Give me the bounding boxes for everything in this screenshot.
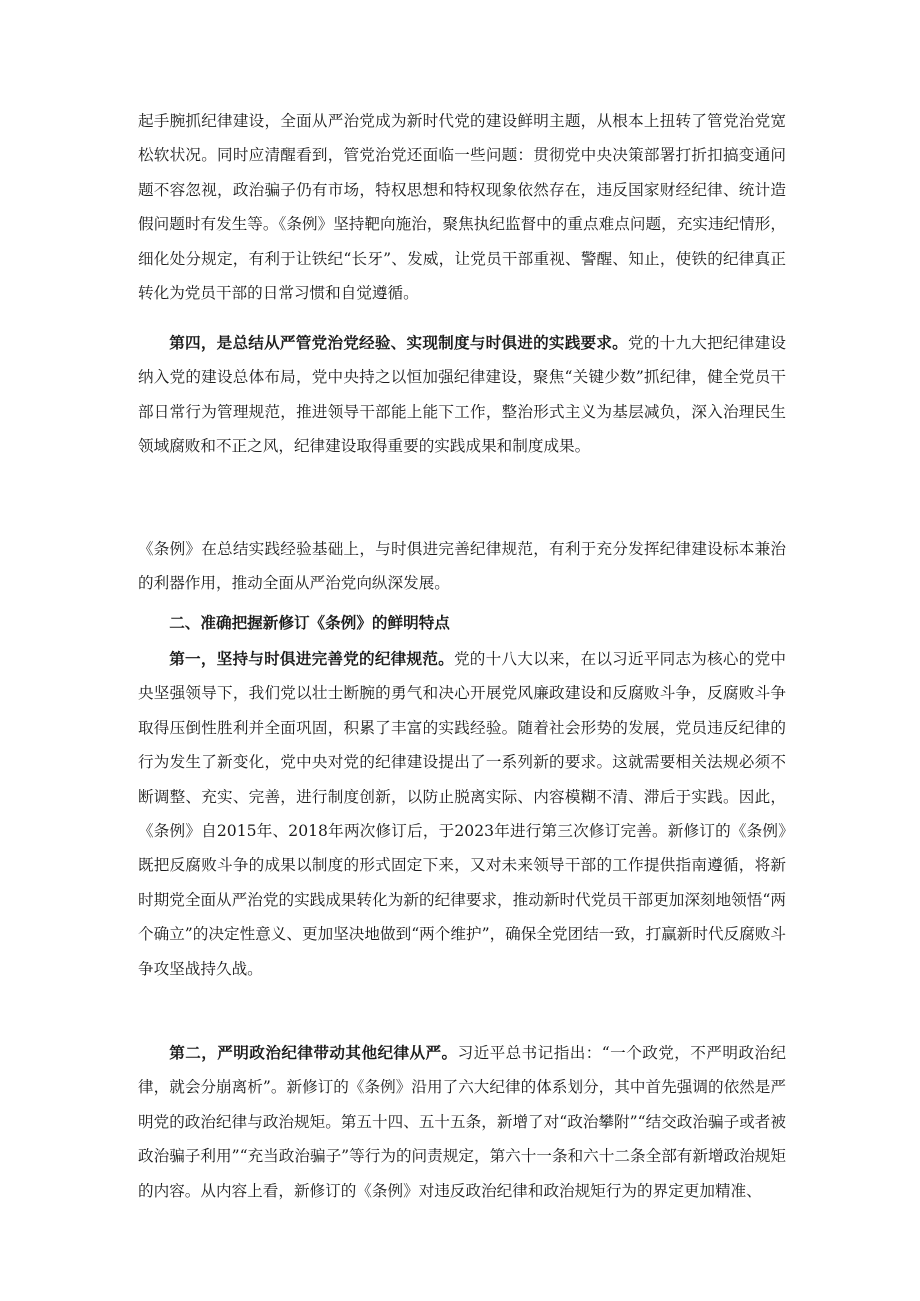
paragraph-text: 党的十八大以来，在以习近平同志为核心的党中央坚强领导下，我们党以壮士断腕的勇气和决心开展党风廉政建设和反腐败斗争，反腐败斗争取得压倒性胜利并全面巩固，积累了丰富的实践经验。随着社会形势的发展，党员违反纪律的行为发生了新变化，党中央对党的纪律建设提出了一系列新的要求。这就需要相关法规必须不断调整、充实、完善，进行制度创新，以防止脱离实际、内容模糊不清、滞后于实践。因此，《条例》自2015年、2018年两次修订后，于2023年进行第三次修订完善。新修订的《条例》既把反腐败斗争的成果以制度的形式固定下来，又对未来领导干部的工作提供指南遵循，将新时期党全面从严治党的实践成果转化为新的纪律要求，推动新时代党员干部更加深刻地领悟“两个确立”的决定性意义、更加坚决地做到“两个维护”，确保全党团结一致，打赢新时代反腐败斗争攻坚战持久战。 (138, 650, 786, 978)
paragraph-lead: 第二，严明政治纪律带动其他纪律从严。 (169, 1043, 458, 1062)
paragraph-lead: 第一，坚持与时俱进完善党的纪律规范。 (169, 649, 454, 668)
paragraph-summary (138, 532, 786, 601)
paragraph-text: 《条例》在总结实践经验基础上，与时俱进完善纪律规范，有利于充分发挥纪律建设标本兼治的利器作用，推动全面从严治党向纵深发展。 (138, 540, 786, 593)
section-heading: 二、准确把握新修订《条例》的鲜明特点 (169, 613, 450, 632)
paragraph-point-four (138, 326, 786, 532)
paragraph-text: 起手腕抓纪律建设，全面从严治党成为新时代党的建设鲜明主题，从根本上扭转了管党治党宽松软状况。同时应清醒看到，管党治党还面临一些问题：贯彻党中央决策部署打折扣搞变通问题不容忽视，政治骗子仍有市场，特权思想和特权现象依然存在，违反国家财经纪律、统计造假问题时有发生等。《条例》坚持靶向施治，聚焦执纪监督中的重点难点问题，充实违纪情形，细化处分规定，有利于让铁纪“长牙”、发威，让党员干部重视、警醒、知止，使铁的纪律真正转化为党员干部的日常习惯和自觉遵循。 (138, 112, 786, 303)
paragraph-text: 党的十九大把纪律建设纳入党的建设总体布局，党中央持之以恒加强纪律建设，聚焦“关键少数”抓纪律，健全党员干部日常行为管理规范，推进领导干部能上能下工作，整治形式主义为基层减负，深入治理民生领域腐败和不正之风，纪律建设取得重要的实践成果和制度成果。 (138, 334, 786, 456)
paragraph-continuation (138, 104, 786, 310)
paragraph-point-two (138, 1036, 786, 1242)
paragraph-point-one (138, 642, 786, 1020)
document-page (138, 104, 786, 1242)
paragraph-text: 习近平总书记指出：“一个政党，不严明政治纪律，就会分崩离析”。新修订的《条例》沿用了六大纪律的体系划分，其中首先强调的依然是严明党的政治纪律与政治规矩。第五十四、五十五条，新增了对“政治攀附”“结交政治骗子或者被政治骗子利用”“充当政治骗子”等行为的问责规定，第六十一条和六十二条全部有新增政治规矩的内容。从内容上看，新修订的《条例》对违反政治纪律和政治规矩行为的界定更加精准、 (138, 1044, 786, 1200)
paragraph-lead: 第四，是总结从严管党治党经验、实现制度与时俱进的实践要求。 (169, 333, 628, 352)
